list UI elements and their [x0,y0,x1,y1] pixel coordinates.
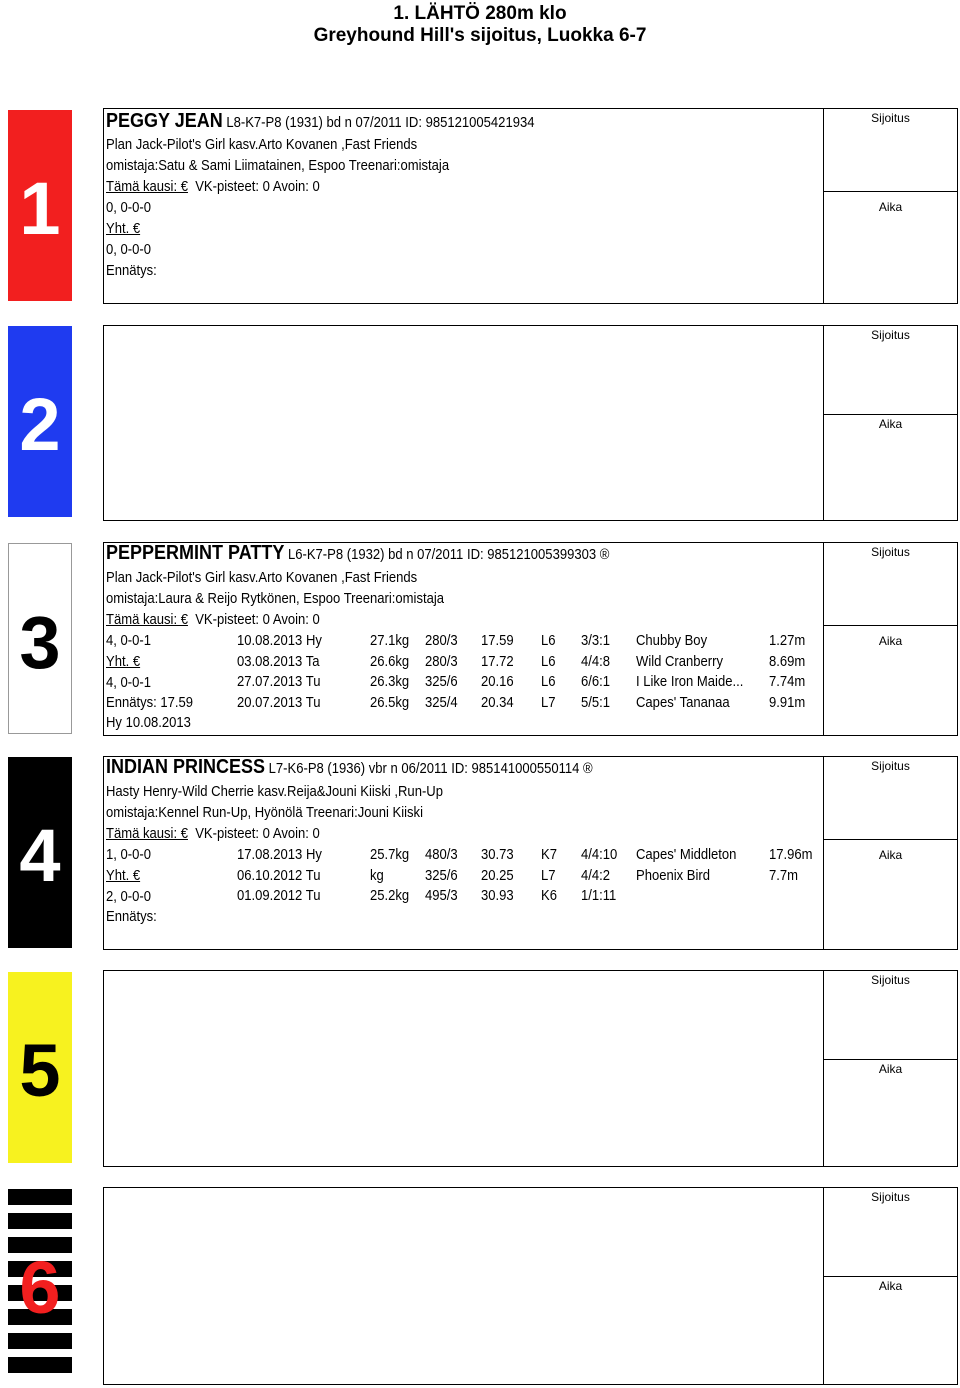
season-label: Tämä kausi: € [106,179,188,195]
total-label: Yht. € [106,868,141,884]
season-record: 1, 0-0-0 [106,847,151,863]
result-box-2 [824,325,958,521]
sijoitus-label: Sijoitus [871,328,910,342]
race-kg: 26.5kg [370,694,410,711]
dog-info: L8-K7-P8 (1931) bd n 07/2011 ID: 985121005421934 [226,115,535,131]
race-date: 10.08.2013 Hy [237,633,322,649]
race-cls: L7 [541,694,556,711]
season-points: VK-pisteet: 0 Avoin: 0 [195,179,320,195]
total-record: 0, 0-0-0 [106,242,151,258]
race-kg: 25.2kg [370,888,410,904]
race-margin: 7.74m [769,674,806,690]
aika-label: Aika [878,200,903,214]
result-box-1 [824,108,958,304]
dog-name: PEGGY JEAN [106,110,223,132]
aika-label: Aika [878,1062,903,1076]
race-pos: 4/4:8 [581,653,611,670]
owner: omistaja:Kennel Run-Up, Hyönölä Treenari:Jouni Kiiski [106,805,423,821]
race-cls: K6 [541,888,557,904]
race-subtitle: Greyhound Hill's sijoitus, Luokka 6-7 [313,25,647,46]
race-cls: L6 [541,653,556,670]
race-dist: 280/3 [425,653,458,670]
race-winner: Capes' Tananaa [636,694,730,711]
result-box-4 [824,756,958,950]
aika-label: Aika [878,417,903,431]
sijoitus-label: Sijoitus [871,1190,910,1204]
trap-number-3: 3 [19,601,61,684]
race-pos: 5/5:1 [581,694,611,711]
race-margin: 7.7m [769,867,799,884]
trap-number-6: 6 [19,1246,61,1329]
dog-card-4 [103,756,824,950]
race-title: 1. LÄHTÖ 280m klo [393,3,567,24]
dog-card-3 [103,542,824,736]
race-pos: 1/1:11 [581,888,617,904]
race-kg: kg [370,867,384,884]
season-label: Tämä kausi: € [106,826,188,842]
trap-number-2: 2 [19,383,61,466]
season-points: VK-pisteet: 0 Avoin: 0 [195,612,320,628]
dog-info: L7-K6-P8 (1936) vbr n 06/2011 ID: 985141000550114 ® [268,761,593,777]
race-cls: K7 [541,847,557,863]
race-winner: Capes' Middleton [636,847,737,863]
race-pos: 4/4:10 [581,847,618,863]
trap-box-1 [8,110,72,301]
race-winner: Phoenix Bird [636,867,710,884]
sijoitus-label: Sijoitus [871,759,910,773]
race-margin: 8.69m [769,653,806,670]
owner: omistaja:Laura & Reijo Rytkönen, Espoo Treenari:omistaja [106,591,445,607]
aika-label: Aika [878,848,903,862]
trap-number-4: 4 [19,814,61,897]
race-time: 30.93 [481,888,514,904]
pedigree: Hasty Henry-Wild Cherrie kasv.Reija&Jouni Kiiski ,Run-Up [106,784,443,800]
race-kg: 27.1kg [370,633,410,649]
race-kg: 26.6kg [370,653,410,670]
race-cls: L6 [541,633,556,649]
trap-number-5: 5 [19,1029,61,1112]
pedigree: Plan Jack-Pilot's Girl kasv.Arto Kovanen ,Fast Friends [106,570,418,586]
dog-card-6 [103,1187,824,1385]
race-margin: 1.27m [769,633,806,649]
race-time: 20.34 [481,694,514,711]
trap-number-1: 1 [19,167,61,250]
race-pos: 3/3:1 [581,633,611,649]
aika-label: Aika [878,1279,903,1293]
result-box-6 [824,1187,958,1385]
race-cls: L7 [541,867,556,884]
season-label: Tämä kausi: € [106,612,188,628]
result-box-5 [824,970,958,1167]
result-box-3 [824,542,958,736]
race-time: 30.73 [481,847,514,863]
race-winner: Chubby Boy [636,633,708,649]
race-date: 01.09.2012 Tu [237,888,321,904]
race-dist: 480/3 [425,847,458,863]
race-cls: L6 [541,674,556,690]
dog-card-5 [103,970,824,1167]
season-record: 4, 0-0-1 [106,633,151,649]
race-date: 20.07.2013 Tu [237,694,321,711]
race-date: 06.10.2012 Tu [237,867,321,884]
sijoitus-label: Sijoitus [871,545,910,559]
trap-box-4 [8,757,72,948]
trap-box-3 [8,543,72,734]
best-time: Ennätys: 17.59 [106,695,194,711]
race-dist: 325/4 [425,694,458,711]
trap-box-5 [8,972,72,1163]
race-time: 17.72 [481,653,514,670]
owner: omistaja:Satu & Sami Liimatainen, Espoo Treenari:omistaja [106,158,450,174]
total-record: 2, 0-0-0 [106,889,151,905]
best-time: Ennätys: [106,263,157,279]
race-time: 17.59 [481,633,514,649]
race-time: 20.25 [481,867,514,884]
race-kg: 25.7kg [370,847,410,863]
season-record: 0, 0-0-0 [106,200,151,216]
race-dist: 495/3 [425,888,458,904]
race-winner: I Like Iron Maide... [636,674,744,690]
total-record: 4, 0-0-1 [106,675,151,691]
dog-name: PEPPERMINT PATTY [106,542,285,564]
pedigree: Plan Jack-Pilot's Girl kasv.Arto Kovanen ,Fast Friends [106,137,418,153]
race-winner: Wild Cranberry [636,653,724,670]
race-dist: 325/6 [425,867,458,884]
total-label: Yht. € [106,654,141,670]
trap-box-6 [8,1189,72,1380]
sijoitus-label: Sijoitus [871,111,910,125]
best-time-track: Hy 10.08.2013 [106,715,191,731]
race-date: 17.08.2013 Hy [237,847,322,863]
total-label: Yht. € [106,221,141,237]
season-points: VK-pisteet: 0 Avoin: 0 [195,826,320,842]
race-dist: 325/6 [425,674,458,690]
race-margin: 17.96m [769,847,813,863]
dog-info: L6-K7-P8 (1932) bd n 07/2011 ID: 985121005399303 ® [287,547,610,563]
dog-name: INDIAN PRINCESS [106,756,266,778]
race-pos: 4/4:2 [581,867,611,884]
sijoitus-label: Sijoitus [871,973,910,987]
race-pos: 6/6:1 [581,674,611,690]
race-date: 03.08.2013 Ta [237,653,320,670]
dog-card-1 [103,108,824,304]
best-time: Ennätys: [106,909,157,925]
aika-label: Aika [878,634,903,648]
race-kg: 26.3kg [370,674,410,690]
trap-box-2 [8,326,72,517]
race-date: 27.07.2013 Tu [237,674,321,690]
race-margin: 9.91m [769,694,806,711]
race-dist: 280/3 [425,633,458,649]
dog-card-2 [103,325,824,521]
race-time: 20.16 [481,674,514,690]
